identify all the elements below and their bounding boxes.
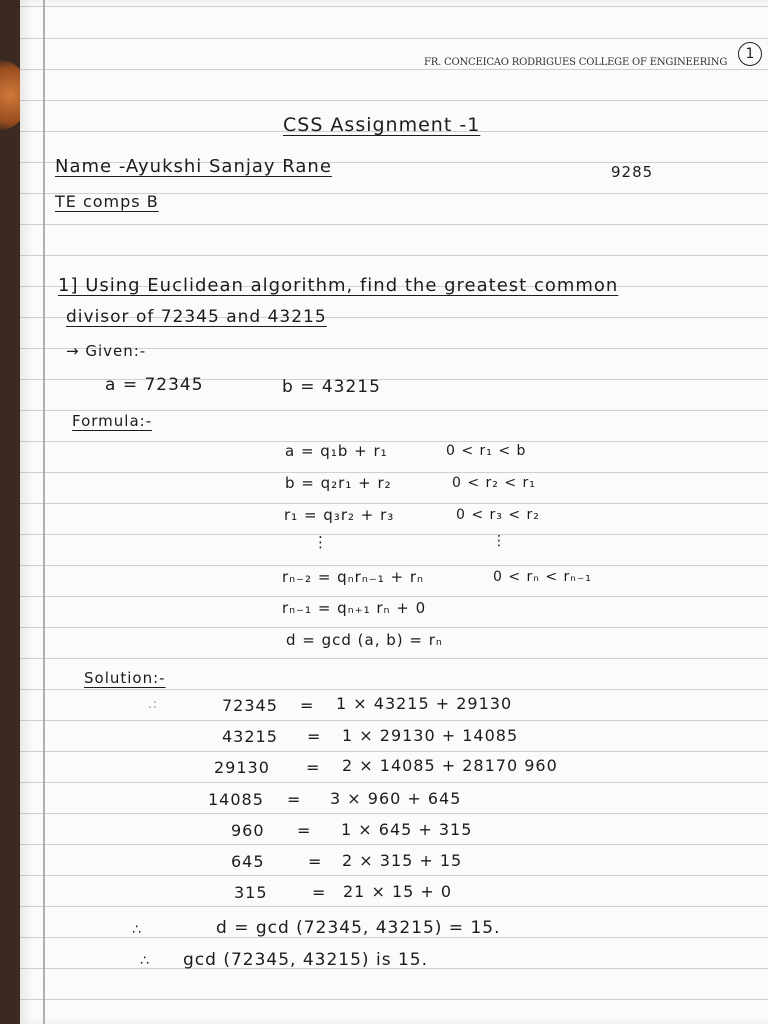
formula-cond: ⋮ xyxy=(492,533,507,549)
formula-cond: 0 < r₃ < r₂ xyxy=(456,507,540,523)
solution-lhs: 960 xyxy=(231,821,265,840)
equals-sign: = xyxy=(300,696,315,715)
student-name: Name -Ayukshi Sanjay Rane xyxy=(55,156,332,177)
equals-sign: = xyxy=(308,852,323,871)
student-class: TE comps B xyxy=(55,192,159,211)
solution-lhs: 315 xyxy=(234,883,268,902)
solution-rhs: 1 × 43215 + 29130 xyxy=(336,694,513,713)
solution-lhs: 43215 xyxy=(222,727,278,746)
solution-rhs: 2 × 315 + 15 xyxy=(342,851,463,870)
solution-label: Solution:- xyxy=(84,669,166,687)
solution-rhs: 2 × 14085 + 28170 960 xyxy=(342,756,558,775)
page-number: 1 xyxy=(738,42,762,66)
formula-eq: rₙ₋₁ = qₙ₊₁ rₙ + 0 xyxy=(282,599,427,617)
solution-rhs: 21 × 15 + 0 xyxy=(343,882,453,901)
formula-label: Formula:- xyxy=(72,412,153,430)
given-label: → Given:- xyxy=(66,342,147,360)
solution-lhs: 645 xyxy=(231,852,265,871)
equals-sign: = xyxy=(306,758,321,777)
equals-sign: = xyxy=(287,790,302,809)
solution-rhs: 3 × 960 + 645 xyxy=(330,789,462,808)
solution-lhs: 29130 xyxy=(214,758,270,777)
solution-rhs: 1 × 645 + 315 xyxy=(341,820,473,839)
formula-eq: r₁ = q₃r₂ + r₃ xyxy=(284,506,395,524)
formula-eq: a = q₁b + r₁ xyxy=(285,442,388,460)
result-line-2: gcd (72345, 43215) is 15. xyxy=(183,950,428,970)
given-b: b = 43215 xyxy=(282,377,381,397)
solution-rhs: 1 × 29130 + 14085 xyxy=(342,726,519,745)
solution-lhs: 72345 xyxy=(222,696,278,715)
formula-eq: d = gcd (a, b) = rₙ xyxy=(286,631,443,649)
equals-sign: = xyxy=(307,727,322,746)
therefore-symbol: ∴ xyxy=(140,953,150,969)
formula-eq: rₙ₋₂ = qₙrₙ₋₁ + rₙ xyxy=(282,568,424,586)
question-line-1: 1] Using Euclidean algorithm, find the greatest common xyxy=(58,275,619,296)
equals-sign: = xyxy=(312,883,327,902)
therefore-symbol: ∴ xyxy=(132,922,142,938)
roll-number: 9285 xyxy=(611,163,654,181)
question-line-2: divisor of 72345 and 43215 xyxy=(66,307,327,327)
page-mark: .: xyxy=(148,697,158,711)
formula-cond: 0 < r₂ < r₁ xyxy=(452,475,536,491)
margin-line xyxy=(43,0,45,1024)
assignment-title: CSS Assignment -1 xyxy=(283,114,481,136)
formula-eq: ⋮ xyxy=(313,533,329,551)
formula-eq: b = q₂r₁ + r₂ xyxy=(285,474,392,492)
college-header: FR. CONCEICAO RODRIGUES COLLEGE OF ENGINEERING xyxy=(424,57,728,68)
equals-sign: = xyxy=(297,821,312,840)
given-a: a = 72345 xyxy=(105,375,204,395)
formula-cond: 0 < rₙ < rₙ₋₁ xyxy=(493,569,592,585)
solution-lhs: 14085 xyxy=(208,790,264,809)
formula-cond: 0 < r₁ < b xyxy=(446,443,527,459)
result-line-1: d = gcd (72345, 43215) = 15. xyxy=(216,918,501,938)
